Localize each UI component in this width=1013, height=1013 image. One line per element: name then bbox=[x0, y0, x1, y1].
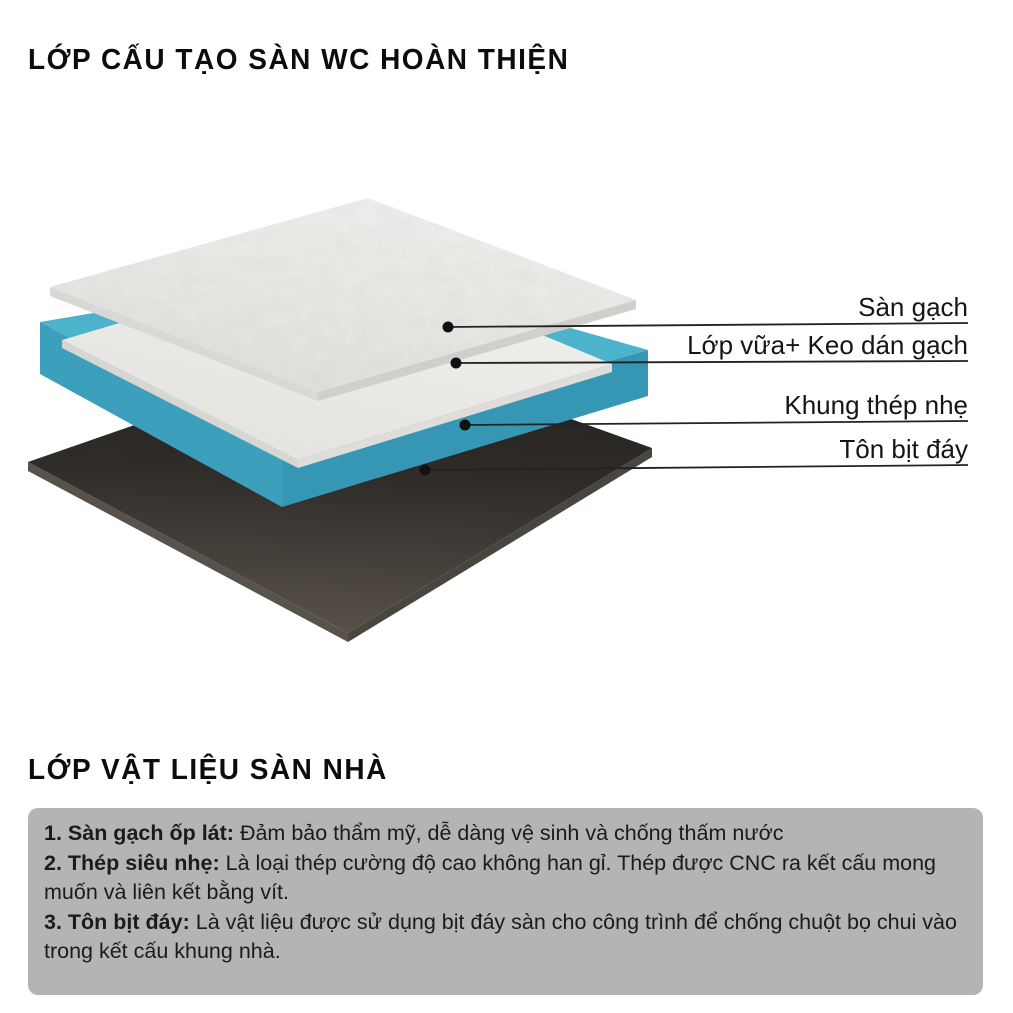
dot-frame bbox=[460, 420, 471, 431]
info-item-3-label: 3. Tôn bịt đáy: bbox=[44, 909, 190, 934]
info-item-1-text: Đảm bảo thẩm mỹ, dễ dàng vệ sinh và chống thấm nước bbox=[239, 821, 784, 845]
materials-info-box bbox=[28, 808, 983, 995]
label-mortar: Lớp vữa+ Keo dán gạch bbox=[687, 330, 968, 360]
dot-tile bbox=[443, 322, 454, 333]
layer-labels bbox=[687, 292, 968, 464]
dot-mortar bbox=[451, 358, 462, 369]
info-item-3 bbox=[44, 908, 967, 967]
info-item-3-text: Là vật liệu được sử dụng bịt đáy sàn cho công trình để chống chuột bọ chui vào trong kết cấu khung nhà. bbox=[44, 909, 957, 963]
info-item-1 bbox=[44, 819, 967, 849]
section-title: LỚP VẬT LIỆU SÀN NHÀ bbox=[28, 753, 388, 786]
label-sheet: Tôn bịt đáy bbox=[839, 434, 968, 464]
info-item-2-label: 2. Thép siêu nhẹ: bbox=[44, 850, 220, 875]
dot-sheet bbox=[420, 465, 431, 476]
info-item-2-text: Là loại thép cường độ cao không han gỉ. Thép được CNC ra kết cấu mong muốn và liên kết bằng vít. bbox=[44, 850, 936, 904]
label-frame: Khung thép nhẹ bbox=[784, 390, 968, 420]
info-item-1-label: 1. Sàn gạch ốp lát: bbox=[44, 821, 234, 845]
info-item-2 bbox=[44, 849, 967, 908]
main-title: LỚP CẤU TẠO SÀN WC HOÀN THIỆN bbox=[28, 43, 570, 76]
label-tile: Sàn gạch bbox=[858, 292, 968, 322]
